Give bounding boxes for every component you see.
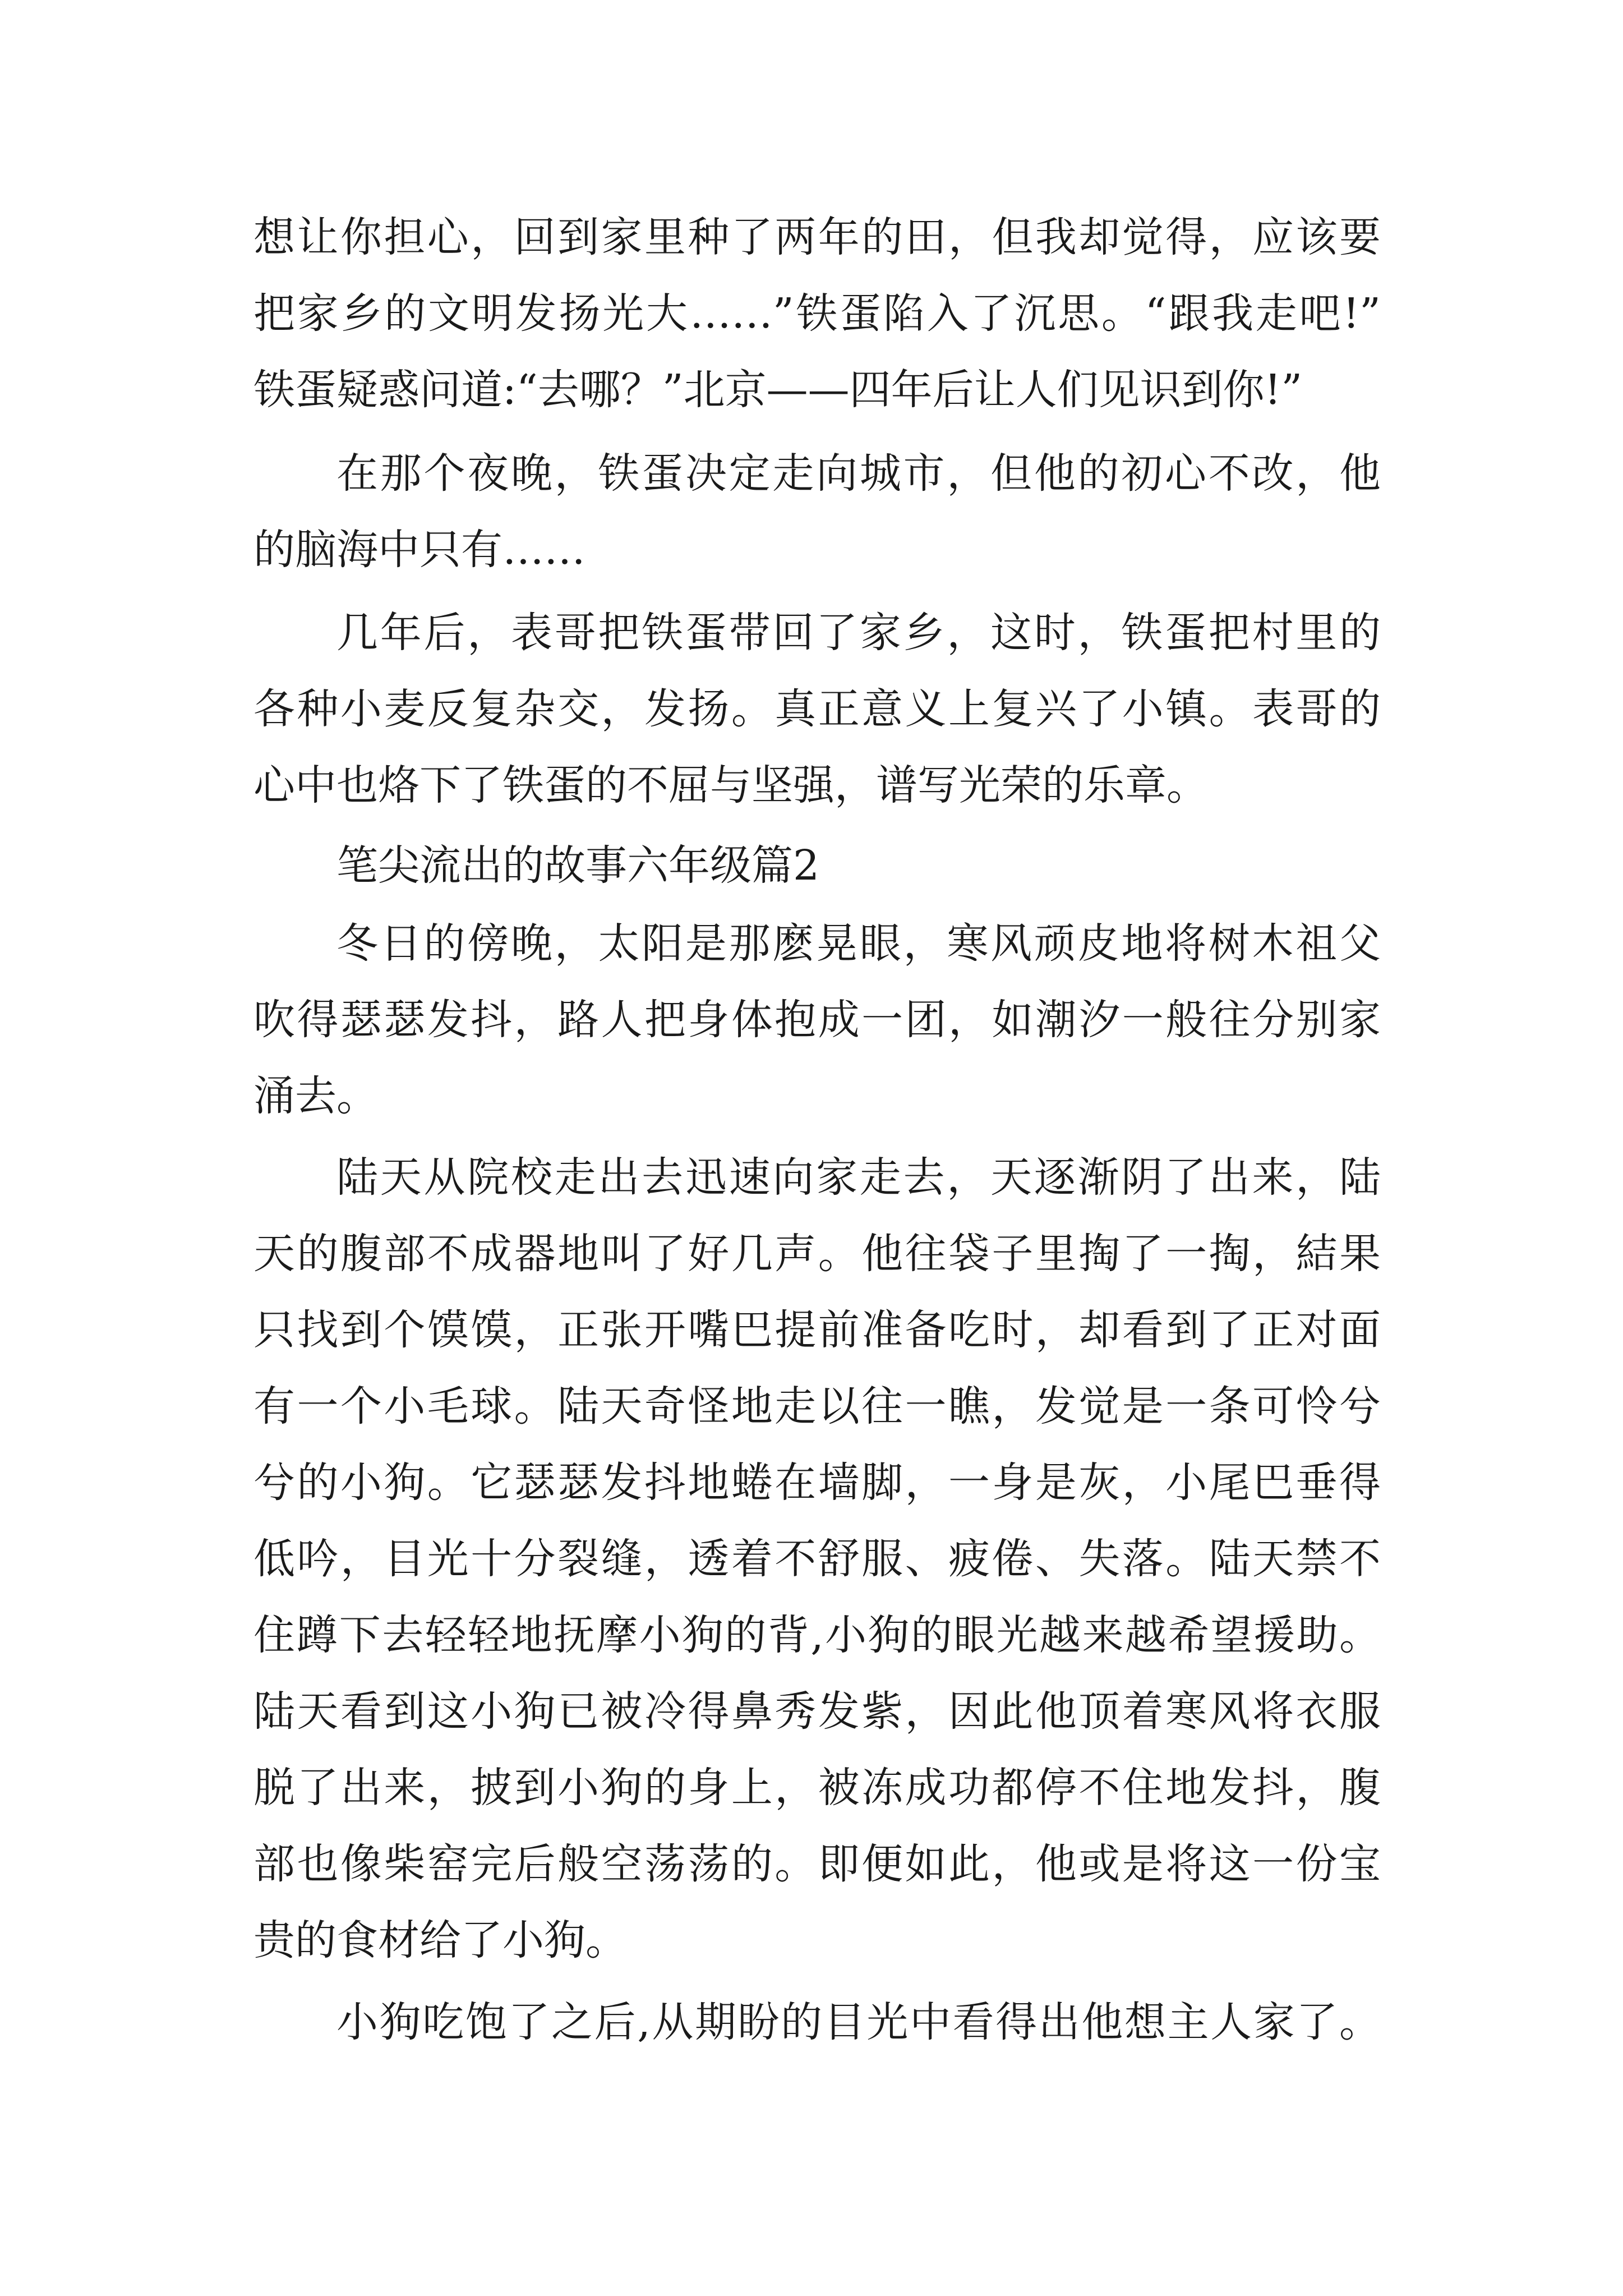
text-line: 吹得瑟瑟发抖，路人把身体抱成一团，如潮汐一般往分别家 bbox=[253, 996, 1381, 1044]
text-line: 贵的食材给了小狗。 bbox=[253, 1916, 627, 1964]
text-line: 只找到个馍馍，正张开嘴巴提前准备吃时，却看到了正对面 bbox=[253, 1306, 1381, 1354]
paragraph-first-line: 小狗吃饱了之后,从期盼的目光中看得出他想主人家了。 bbox=[336, 1998, 1381, 2046]
text-line: 天的腹部不成器地叫了好几声。他往袋子里掏了一掏，結果 bbox=[253, 1230, 1381, 1278]
text-line: 住蹲下去轻轻地抚摩小狗的背,小狗的眼光越来越希望援助。 bbox=[253, 1611, 1381, 1659]
text-line: 的脑海中只有…… bbox=[253, 526, 585, 574]
paragraph-first-line: 在那个夜晚，铁蛋决定走向城市，但他的初心不改，他 bbox=[336, 449, 1381, 498]
text-line: 想让你担心，回到家里种了两年的田，但我却觉得，应该要 bbox=[253, 213, 1381, 261]
text-line: 有一个小毛球。陆天奇怪地走以往一瞧，发觉是一条可怜兮 bbox=[253, 1382, 1381, 1430]
text-line: 脱了出来，披到小狗的身上，被冻成功都停不住地发抖，腹 bbox=[253, 1764, 1381, 1812]
text-line: 陆天看到这小狗已被冷得鼻秀发紫，因此他顶着寒风将衣服 bbox=[253, 1687, 1381, 1736]
text-line: 把家乡的文明发扬光大……”铁蛋陷入了沉思。“跟我走吧!” bbox=[253, 289, 1381, 338]
text-line: 部也像柴窑完后般空荡荡的。即便如此，他或是将这一份宝 bbox=[253, 1840, 1381, 1888]
paragraph-first-line: 几年后，表哥把铁蛋带回了家乡，这时，铁蛋把村里的 bbox=[336, 609, 1381, 657]
text-line: 心中也烙下了铁蛋的不屈与坚强，谱写光荣的乐章。 bbox=[253, 761, 1208, 809]
text-line: 涌去。 bbox=[253, 1072, 378, 1120]
paragraph-first-line: 陆天从院校走出去迅速向家走去，天逐渐阴了出来，陆 bbox=[336, 1153, 1381, 1202]
paragraph-first-line: 冬日的傍晚，太阳是那麽晃眼，寒风顽皮地将树木祖父 bbox=[336, 919, 1381, 968]
section-heading: 笔尖流出的故事六年级篇2 bbox=[336, 841, 820, 890]
text-line: 铁蛋疑惑问道:“去哪？”北京——四年后让人们见识到你!” bbox=[253, 366, 1303, 414]
text-line: 各种小麦反复杂交，发扬。真正意义上复兴了小镇。表哥的 bbox=[253, 685, 1381, 733]
text-line: 低吟，目光十分裂缝，透着不舒服、疲倦、失落。陆天禁不 bbox=[253, 1535, 1381, 1583]
text-line: 兮的小狗。它瑟瑟发抖地蜷在墙脚，一身是灰，小尾巴垂得 bbox=[253, 1458, 1381, 1507]
